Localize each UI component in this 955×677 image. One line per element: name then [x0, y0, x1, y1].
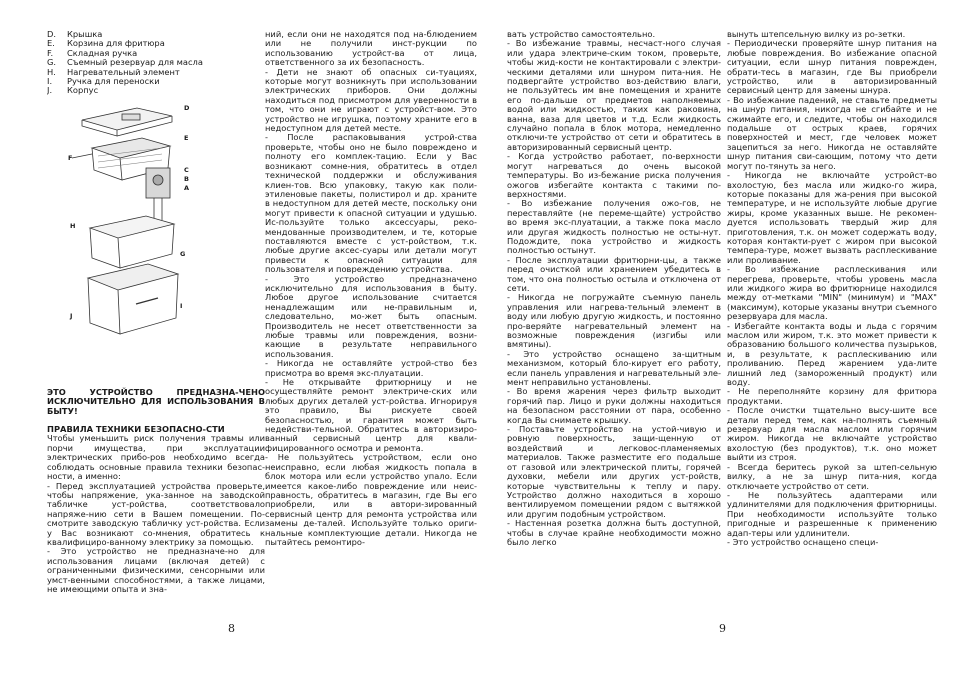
label-j: J [70, 312, 73, 320]
paragraph: вать устройство самостоятельно. [507, 30, 656, 39]
column-4 [727, 30, 937, 650]
fryer-exploded-diagram [62, 98, 197, 338]
label-h: H [70, 222, 76, 230]
paragraph: - Во избежание травмы, несчаст-ного случая или удара электриче-ским током, проверьте, чтобы жид-кости не контактировали с электри-ческими деталями или шнуром пита-ния. Не подвергайте устройство воз-действию влаги, не пользуйтесь им вне помещения и храните его по-дальше от предметов наполняемых водой или жидкостью, таких как раковина, ванна, ваза для цветов и т.д. Если жидкость случайно попала в блок мотора, немедленно отключи-те устройство от сети и обратитесь в авторизированный сервисный центр. [507, 38, 721, 152]
paragraph: - Не пользуйтесь устройством, если оно неисправно, если любая жидкость попала в блок мотора или если устройство упало. Если имеется какое-либо повреждение или неис-правность, обратитесь в магазин, где Вы его приобрели, или в автори-зированный сервисный центр для ремонта устройства или замены де-талей. Используйте только ориги-нальные комплектующие детали. Никогда не пытайтесь ремонтиро- [265, 452, 477, 547]
paragraph: - Настенная розетка должна быть доступной, чтобы в случае крайне необходимости можно было легко [507, 518, 721, 547]
legend-item: D. Крышка [47, 30, 103, 39]
fryer-drawing [62, 98, 197, 338]
label-a: A [184, 184, 190, 192]
paragraph: - После распаковывания устрой-ства проверьте, чтобы оно не было повреждено и полноту его комплек-тацию. Если у Вас возникают сомне-ния, обратитесь в отдел технической поддержки и обслуживания клиен-тов. Всю упаковку, такую как поли-этиленовые пакеты, полистирол и др. храните в недоступном для детей месте, поскольку они могут привести к опасной ситуации и удушью. Ис-пользуйте только аксессуары, реко-мендованные производителем, и те, которые поставляются вместе с уст-ройством, т.к. любые другие аксес-суары или детали могут привести к опасной ситуации для пользователя и повреждению устройства. [265, 132, 477, 275]
page-number-left: 8 [228, 622, 235, 635]
label-d: D [184, 104, 190, 112]
paragraph: - После очистки тщательно высу-шите все детали перед тем, как на-полнять съемный резервуар для масла маслом или горячим жиром. Никогда не включайте устройство вхолостую (без продуктов), т.к. оно может выйти из строя. [727, 405, 937, 463]
label-b: B [184, 175, 189, 183]
paragraph: - Дети не знают об опасных си-туациях, которые могут возникнуть при использовании электрических приборов. Они должны находиться под присмотром для уверенности в том, что они не играют с устройст-вом. Это устройство не игрушка, поэтому храните его в недоступном для детей месте. [265, 66, 477, 134]
paragraph: - Это устройство не предназначе-но для использования лицами (включая детей) с ограниченными физическими, сенсорными или умст-венными способностями, а также лицами, не имеющими опыта и зна- [47, 546, 265, 594]
paragraph: - Поставьте устройство на устой-чивую и ровную поверхность, защи-щенную от воздействий и легковос-пламеняемых материалов. Также разместите его подальше от газовой или электрической плиты, горячей духовки, мебели или других уст-ройств, которые чувствительны к теплу и пару. Устройство должно находиться в хорошо вентилируемом помещении рядом с вытяжкой или другим подобным устройством. [507, 424, 721, 519]
page-number-right: 9 [719, 622, 726, 635]
legend-item: G. Съемный резервуар для масла [47, 57, 203, 68]
label-c: C [184, 166, 189, 174]
paragraph: - Никогда не оставляйте устрой-ство без присмотра во время экс-плуатации. [265, 358, 477, 378]
label-f: F [68, 154, 73, 162]
paragraph: Чтобы уменьшить риск получения травмы или порчи имущества, при эксплуатации электрических прибо-ров необходимо всегда соблюдать основные правила техники безопас-ности, а именно: [47, 433, 265, 482]
paragraph: - Не переполняйте корзину для фритюра продуктами. [727, 386, 937, 406]
household-warning: ЭТО УСТРОЙСТВО ПРЕДНАЗНА-ЧЕНО ИСКЛЮЧИТЕЛЬНО ДЛЯ ИСПОЛЬЗОВАНИЯ В БЫТУ! [47, 386, 265, 416]
legend-item: F. Складная ручка [47, 47, 138, 58]
column-2 [265, 30, 477, 650]
paragraph: - Всегда беритесь рукой за штеп-сельную вилку, а не за шнур пита-ния, когда отключаете устройство от сети. [727, 461, 937, 491]
label-i: I [180, 302, 183, 310]
paragraph: - Во избежание расплескивания или перегрева, проверьте, чтобы уровень масла или жидкого жира во фритюрнице находился между от-метками "MIN" (минимум) и "MAX" (максимум), которые указаны внутри съемного резервуара для масла. [727, 264, 937, 322]
paragraph: - Это устройство оснащено за-щитным механизмом, который бло-кирует его работу, если панель управления и нагревательный эле-мент неправильно установлены. [507, 348, 721, 388]
label-e: E [184, 134, 189, 142]
paragraph: - Во время жарения через фильтр выходит горячий пар. Лицо и руки должны находиться на безопасном расстоянии от пара, особенно когда Вы снимаете крышку. [507, 386, 721, 425]
paragraph: - Во избежание падений, не ставьте предметы на шнур питания, никогда не сгибайте и не сжимайте его, и следите, чтобы он находился подальше от острых краев, горячих поверхностей и мест, где человек может зацепиться за него. Никогда не оставляйте шнур питания сви-сающим, потому что дети могут по-тянуть за него. [727, 94, 937, 171]
paragraph: - Перед эксплуатацией устройства проверьте, чтобы напряжение, ука-занное на заводской табличке уст-ройства, соответствовало напряже-нию сети в Вашем помещении. По-смотрите заводскую табличку уст-ройства. Если у Вас возникают со-мнения, обратитесь к квалифициро-ванному электрику за помощью. [47, 480, 265, 547]
legend-item: I. Ручка для переноски [47, 76, 160, 87]
paragraph: - Периодически проверяйте шнур питания на любые повреждения. Во избежание опасной ситуации, если шнур питания поврежден, обрати-тесь в магазин, где Вы приобрели устройство, или в авторизированный сервисный центр для замены шнура. [727, 38, 937, 96]
paragraph: - Это устройство предназначено исключительно для использования в быту. Любое другое использование считается ненадлежащим или не-правильным и, следовательно, мо-жет быть опасным. Производитель не несет ответственности за любые травмы или повреждения, возни-кающие в результате неправильного использования. [265, 273, 477, 359]
paragraph: - Никогда не включайте устройст-во вхолостую, без масла или жидко-го жира, которые показаны для жа-рения при высокой температуре, и не используйте любые другие жиры, кроме указанных выше. Не рекомен-дуется использовать твердый жир для приготовления, т.к. он может содержать воду, которая контакти-рует с жиром при высокой темпера-туре, может вызвать расплескивание или проливание. [727, 170, 937, 265]
safety-heading: ПРАВИЛА ТЕХНИКИ БЕЗОПАСНО-СТИ [47, 424, 225, 435]
parts-legend [47, 30, 265, 96]
paragraph: - Когда устройство работает, по-верхности могут нагреваться до очень высокой температуры. Во из-бежание риска получения ожогов избегайте контакта с такими по-верхностями. [507, 151, 721, 199]
paragraph: - Во избежание получения ожо-гов, не переставляйте (не переме-щайте) устройство во время экс-плуатации, а также пока масло или другая жидкость полностью не осты-нут. Подождите, пока устройство и жидкость полностью остынут. [507, 198, 721, 256]
legend-item: E. Корзина для фритюра [47, 38, 165, 49]
paragraph: - Избегайте контакта воды и льда с горячим маслом или жиром, т.к. это может привести к образованию большого количества пузырьков, и, в результате, к расплескиванию или проливанию. Перед жарением уда-лите лишний лед (замороженный продукт) или воду. [727, 320, 937, 388]
legend-item: H. Нагревательный элемент [47, 66, 180, 77]
paragraph: - Никогда не погружайте съемную панель управления или нагрева-тельный элемент в воду или любую другую жидкость, и постоянно про-веряйте нагревательный элемент на возможные повреждения (изгибы или вмятины). [507, 292, 721, 350]
legend-item: J. Корпус [47, 85, 99, 96]
label-g: G [180, 250, 186, 258]
paragraph: - Это устройство оснащено специ- [727, 536, 879, 547]
column-3 [507, 30, 721, 650]
paragraph: - Не пользуйтесь адаптерами или удлинителями для подключения фритюрницы. При необходимости используйте только пригодные и разрешенные к применению адап-теры или удлинители. [727, 489, 937, 538]
paragraph: ний, если они не находятся под на-блюдением или не получили инст-рукции по использованию устройст-ва от лица, ответственного за их безопасность. [265, 30, 477, 68]
paragraph: вынуть штепсельную вилку из ро-зетки. [727, 30, 906, 39]
paragraph: - После эксплуатации фритюрни-цы, а также перед очисткой или хранением убедитесь в том, что она полностью остыла и отключена от сети. [507, 254, 721, 293]
paragraph: - Не открывайте фритюрницу и не осуществляйте ремонт электриче-ских или любых других деталей уст-ройства. Игнорируя это правило, Вы рискуете своей безопасностью, и гарантия может быть недействи-тельной. Обратитесь в авторизиро-ванный сервисный центр для квали-фицированного осмотра и ремонта. [265, 377, 477, 453]
